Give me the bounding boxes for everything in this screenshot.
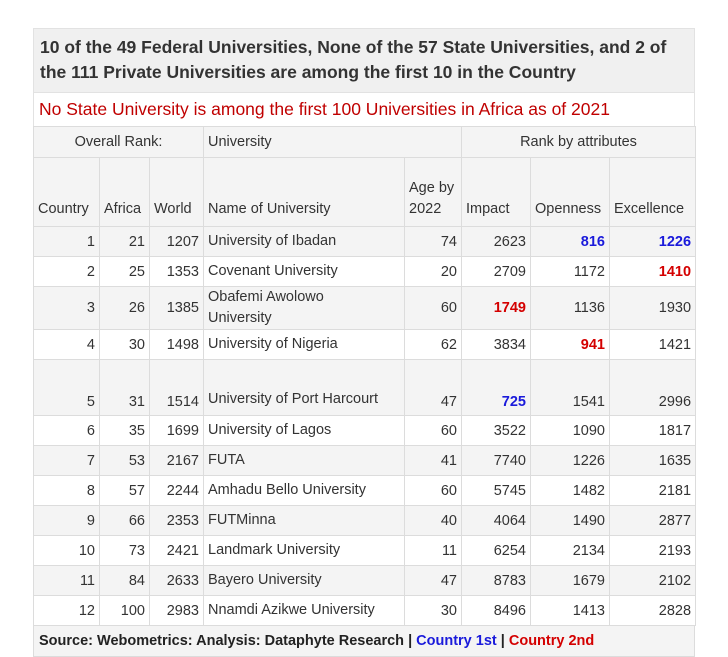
col-impact: Impact — [462, 158, 531, 227]
cell-name: Bayero University — [204, 566, 405, 596]
cell-excellence: 1410 — [610, 257, 696, 287]
table-row — [34, 416, 696, 446]
cell-openness: 1541 — [531, 360, 610, 416]
cell-country: 3 — [34, 287, 100, 330]
source-text: Source: Webometrics: Analysis: Dataphyte Research | — [39, 633, 417, 649]
col-age: Age by 2022 — [405, 158, 462, 227]
cell-africa: 57 — [100, 476, 150, 506]
cell-name: Nnamdi Azikwe University — [204, 596, 405, 626]
cell-country: 7 — [34, 446, 100, 476]
cell-world: 2633 — [150, 566, 204, 596]
rank-by-attributes-header: Rank by attributes — [462, 127, 696, 158]
cell-world: 2244 — [150, 476, 204, 506]
cell-openness: 816 — [531, 227, 610, 257]
cell-country: 10 — [34, 536, 100, 566]
col-africa: Africa — [100, 158, 150, 227]
cell-name: Landmark University — [204, 536, 405, 566]
cell-age: 60 — [405, 287, 462, 330]
cell-age: 41 — [405, 446, 462, 476]
cell-excellence: 1421 — [610, 330, 696, 360]
cell-world: 2421 — [150, 536, 204, 566]
cell-country: 12 — [34, 596, 100, 626]
cell-openness: 1226 — [531, 446, 610, 476]
cell-age: 40 — [405, 506, 462, 536]
cell-excellence: 2102 — [610, 566, 696, 596]
rankings-table — [33, 126, 696, 626]
cell-africa: 26 — [100, 287, 150, 330]
table-row — [34, 596, 696, 626]
cell-impact: 7740 — [462, 446, 531, 476]
col-excellence: Excellence — [610, 158, 696, 227]
cell-world: 1514 — [150, 360, 204, 416]
title-block — [33, 28, 695, 92]
university-header: University — [204, 127, 462, 158]
cell-world: 2353 — [150, 506, 204, 536]
cell-name: FUTA — [204, 446, 405, 476]
cell-excellence: 2181 — [610, 476, 696, 506]
legend-separator: | — [496, 633, 509, 649]
col-country: Country — [34, 158, 100, 227]
cell-name: University of Lagos — [204, 416, 405, 446]
cell-age: 47 — [405, 360, 462, 416]
table-row — [34, 257, 696, 287]
cell-name: FUTMinna — [204, 506, 405, 536]
cell-excellence: 1635 — [610, 446, 696, 476]
cell-country: 9 — [34, 506, 100, 536]
column-header-row — [34, 158, 696, 227]
cell-age: 30 — [405, 596, 462, 626]
source-footer — [33, 626, 695, 657]
cell-africa: 53 — [100, 446, 150, 476]
cell-world: 2983 — [150, 596, 204, 626]
cell-openness: 1679 — [531, 566, 610, 596]
cell-impact: 2623 — [462, 227, 531, 257]
cell-excellence: 1226 — [610, 227, 696, 257]
cell-country: 11 — [34, 566, 100, 596]
table-subtitle: No State University is among the first 100 Universities in Africa as of 2021 — [33, 92, 695, 126]
cell-name: Obafemi Awolowo University — [204, 287, 405, 330]
cell-age: 20 — [405, 257, 462, 287]
cell-country: 5 — [34, 360, 100, 416]
cell-africa: 21 — [100, 227, 150, 257]
cell-africa: 73 — [100, 536, 150, 566]
table-row — [34, 330, 696, 360]
cell-openness: 2134 — [531, 536, 610, 566]
cell-openness: 1136 — [531, 287, 610, 330]
cell-impact: 8783 — [462, 566, 531, 596]
cell-age: 62 — [405, 330, 462, 360]
cell-africa: 25 — [100, 257, 150, 287]
cell-openness: 1490 — [531, 506, 610, 536]
cell-africa: 31 — [100, 360, 150, 416]
cell-world: 1385 — [150, 287, 204, 330]
cell-impact: 3522 — [462, 416, 531, 446]
table-row — [34, 287, 696, 330]
cell-excellence: 2193 — [610, 536, 696, 566]
legend-second: Country 2nd — [508, 633, 595, 649]
cell-name: Amhadu Bello University — [204, 476, 405, 506]
table-title: 10 of the 49 Federal Universities, None of the 57 State Universities, and 2 of the 111 Private Universities are among the first 10 in the Country — [40, 37, 667, 82]
cell-impact: 5745 — [462, 476, 531, 506]
cell-impact: 4064 — [462, 506, 531, 536]
table-row — [34, 476, 696, 506]
cell-africa: 66 — [100, 506, 150, 536]
cell-impact: 2709 — [462, 257, 531, 287]
cell-country: 2 — [34, 257, 100, 287]
cell-impact: 8496 — [462, 596, 531, 626]
cell-africa: 84 — [100, 566, 150, 596]
cell-africa: 100 — [100, 596, 150, 626]
cell-world: 1207 — [150, 227, 204, 257]
table-row — [34, 506, 696, 536]
table-row — [34, 446, 696, 476]
legend-first: Country 1st — [416, 633, 497, 649]
cell-africa: 30 — [100, 330, 150, 360]
cell-country: 1 — [34, 227, 100, 257]
cell-country: 6 — [34, 416, 100, 446]
cell-age: 74 — [405, 227, 462, 257]
cell-excellence: 2828 — [610, 596, 696, 626]
cell-name: University of Ibadan — [204, 227, 405, 257]
cell-openness: 1413 — [531, 596, 610, 626]
cell-excellence: 1930 — [610, 287, 696, 330]
cell-name: Covenant University — [204, 257, 405, 287]
cell-age: 47 — [405, 566, 462, 596]
cell-age: 60 — [405, 416, 462, 446]
cell-world: 1498 — [150, 330, 204, 360]
cell-excellence: 2877 — [610, 506, 696, 536]
cell-impact: 6254 — [462, 536, 531, 566]
cell-name: University of Port Harcourt — [204, 360, 405, 416]
cell-name: University of Nigeria — [204, 330, 405, 360]
cell-africa: 35 — [100, 416, 150, 446]
ranking-card — [33, 28, 695, 657]
cell-country: 4 — [34, 330, 100, 360]
table-row — [34, 360, 696, 416]
group-header-row — [34, 127, 696, 158]
cell-world: 2167 — [150, 446, 204, 476]
table-row — [34, 227, 696, 257]
cell-age: 60 — [405, 476, 462, 506]
cell-excellence: 1817 — [610, 416, 696, 446]
cell-excellence: 2996 — [610, 360, 696, 416]
cell-openness: 941 — [531, 330, 610, 360]
col-openness: Openness — [531, 158, 610, 227]
table-row — [34, 536, 696, 566]
cell-age: 11 — [405, 536, 462, 566]
overall-rank-header: Overall Rank: — [34, 127, 204, 158]
cell-openness: 1090 — [531, 416, 610, 446]
cell-country: 8 — [34, 476, 100, 506]
cell-openness: 1172 — [531, 257, 610, 287]
cell-impact: 3834 — [462, 330, 531, 360]
cell-openness: 1482 — [531, 476, 610, 506]
cell-world: 1699 — [150, 416, 204, 446]
col-world: World — [150, 158, 204, 227]
table-row — [34, 566, 696, 596]
col-name: Name of University — [204, 158, 405, 227]
cell-world: 1353 — [150, 257, 204, 287]
cell-impact: 1749 — [462, 287, 531, 330]
cell-impact: 725 — [462, 360, 531, 416]
